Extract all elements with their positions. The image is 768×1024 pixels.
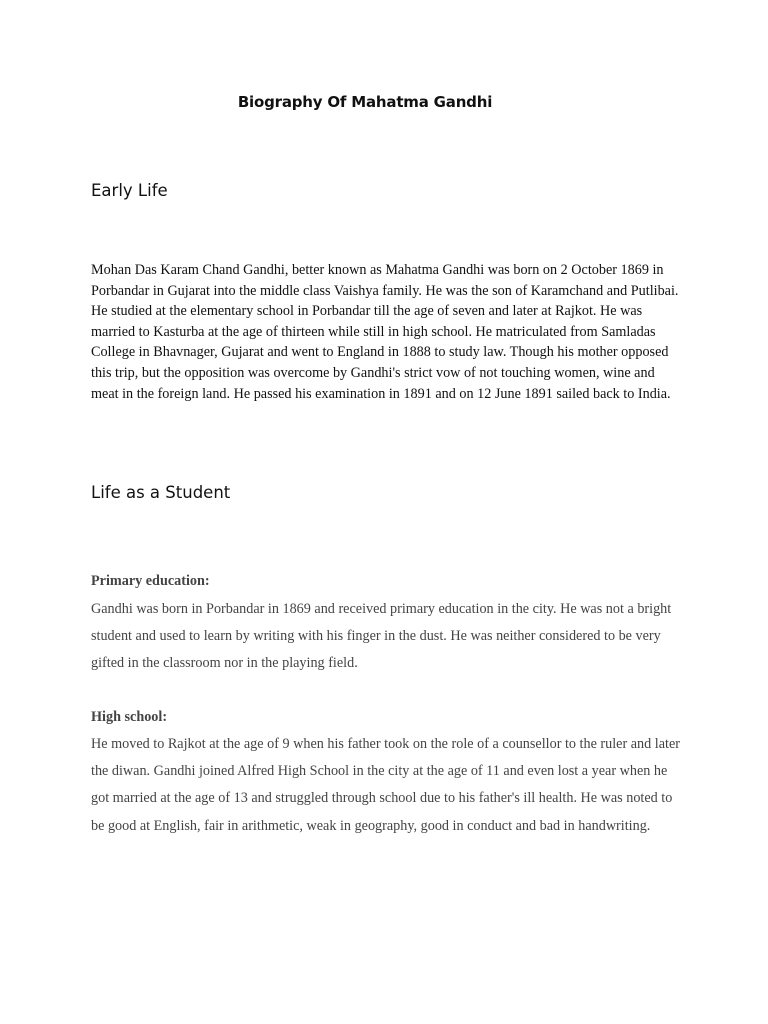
primary-education-paragraph: Gandhi was born in Porbandar in 1869 and received primary education in the city. He was not a bright student and used to learn by writing with his finger in the dust. He was neither considered to be very gifted in the classroom nor in the playing field.: [91, 601, 672, 672]
early-life-paragraph: Mohan Das Karam Chand Gandhi, better known as Mahatma Gandhi was born on 2 October 1869 in Porbandar in Gujarat into the middle class Vaishya family. He was the son of Karamchand and Putlibai. He studied at the elementary school in Porbandar till the age of seven and later at Rajkot. He was married to Kasturba at the age of thirteen while still in high school. He matriculated from Samladas College in Bhavnager, Gujarat and went to England in 1888 to study law. Though his mother opposed this trip, but the opposition was overcome by Gandhi's strict vow of not touching women, wine and meat in the foreign land. He passed his examination in 1891 and on 12 June 1891 sailed back to India.: [91, 262, 679, 402]
section-heading-student-life: Life as a Student: [91, 483, 231, 502]
section-heading-early-life: Early Life: [91, 181, 168, 200]
subheading-primary-education: Primary education:: [91, 573, 210, 589]
document-title: Biography Of Mahatma Gandhi: [237, 93, 493, 111]
high-school-paragraph: He moved to Rajkot at the age of 9 when his father took on the role of a counsellor to the ruler and later the diwan. Gandhi joined Alfred High School in the city at the age of 11 and even lost a year when he got married at the age of 13 and struggled through school due to his father's ill health. He was noted to be good at English, fair in arithmetic, weak in geography, good in conduct and bad in handwriting.: [91, 736, 680, 834]
subheading-high-school: High school:: [91, 709, 168, 725]
